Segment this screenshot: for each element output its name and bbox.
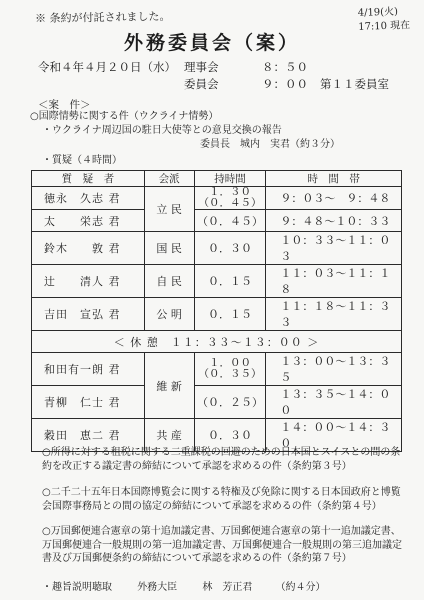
table-row [32, 298, 402, 331]
table-row [32, 210, 402, 232]
allotted-time-total: １．３０ [208, 186, 251, 198]
header-time-slot: 時 間 帯 [266, 171, 402, 187]
questioner-name: 青柳 仁士 君 [32, 386, 145, 419]
meeting-room: 第１１委員室 [320, 77, 389, 91]
treaty-item-4: ○二千二十五年日本国際博覧会に関する特権及び免除に関する日本国政府と博覧会国際事務局との間の協定の締結について承認を求めるの件（条約第４号） [42, 487, 401, 512]
qa-schedule-table [31, 170, 402, 452]
allotted-time: （０．４５） [194, 210, 266, 232]
allotted-time [194, 187, 266, 210]
time-slot: １１：１８～１１：３３ [266, 298, 402, 331]
table-row [32, 353, 402, 386]
header-party: 会派 [144, 171, 194, 187]
allotted-time-share: （０．４５） [198, 197, 262, 209]
committee-time: ９：００ [262, 77, 308, 91]
allotted-time: ０．３０ [194, 232, 266, 265]
allotted-time: ０．１５ [194, 265, 266, 298]
handwritten-time: 17:10 現在 [358, 20, 411, 33]
questioner-name: 辻 清人 君 [32, 265, 145, 298]
explanation-label: ・趣旨説明聴取 [42, 582, 112, 593]
handwritten-note: ※ 条約が付託されました。 [34, 9, 171, 26]
time-slot: １３：００～１３：３５ [266, 353, 402, 386]
table-header-row [32, 171, 402, 187]
allotted-time: ０．１５ [194, 298, 266, 331]
agenda-item-1-reporter: 委員長 城内 実君（約３分） [200, 139, 340, 150]
break-label: ＜ 休 憩 １１：３３～１３：００ ＞ [32, 331, 402, 353]
allotted-time: （０．２５） [194, 386, 266, 419]
treaty-item-3: ○所得に対する租税に関する二重課税の回避のための日本国とスイスとの間の条約を改正する議定書の締結について承認を求めるの件（条約第３号） [42, 447, 401, 472]
party: 国 民 [144, 232, 194, 265]
time-slot: ９：０３～ ９：４８ [266, 187, 402, 210]
questioner-name: 吉田 宣弘 君 [32, 298, 145, 331]
allotted-time-share: （０．３５） [198, 368, 262, 380]
questioner-name: 穀田 恵二 君 [32, 419, 145, 452]
allotted-time-total: １．００ [208, 357, 251, 369]
agenda-item-1-sub: ・ウクライナ周辺国の駐日大使等との意見交換の報告 [42, 125, 282, 136]
questioner-name: 鈴木 敦 君 [32, 232, 145, 265]
party: 立 民 [144, 187, 194, 232]
meeting-date: 令和４年４月２０日（水） [38, 60, 176, 74]
header-questioner: 質 疑 者 [32, 171, 145, 187]
time-slot: １３：３５～１４：００ [266, 386, 402, 419]
allotted-time: ０．３０ [194, 419, 266, 452]
committee-label: 委員会 [184, 77, 219, 91]
time-slot: １０：３３～１１：０３ [266, 232, 402, 265]
time-slot: ９：４８～１０：３３ [266, 210, 402, 232]
questioner-name: 和田有一朗 君 [32, 353, 145, 386]
break-row [32, 331, 402, 353]
questioner-name: 徳永 久志 君 [32, 187, 145, 210]
board-label: 理事会 [184, 60, 219, 74]
time-slot: １４：００～１４：３０ [266, 419, 402, 452]
qa-heading: ・質疑（４時間） [42, 155, 122, 166]
header-allotted-time: 持時間 [194, 171, 266, 187]
handwritten-date: 4/19(火) [357, 6, 399, 19]
table-row [32, 386, 402, 419]
allotted-time [194, 353, 266, 386]
table-row [32, 187, 402, 210]
questioner-name: 太 栄志 君 [32, 210, 145, 232]
meeting-schedule [38, 59, 389, 93]
explanation-duration: （約４分） [275, 582, 326, 593]
table-row [32, 232, 402, 265]
time-slot: １１：０３～１１：１８ [266, 265, 402, 298]
agenda-item-1: ○国際情勢に関する件（ウクライナ情勢） [30, 111, 219, 122]
board-time: ８：５０ [262, 60, 308, 74]
party: 共 産 [144, 419, 194, 452]
party: 公 明 [144, 298, 194, 331]
party: 維 新 [144, 353, 194, 419]
table-row [32, 265, 402, 298]
party: 自 民 [144, 265, 194, 298]
document-title: 外務委員会（案） [123, 32, 300, 54]
minister-title: 外務大臣 [137, 582, 178, 593]
treaty-item-7: ○万国郵便連合憲章の第十追加議定書、万国郵便連合憲章の第十一追加議定書、万国郵便連合一般規則の第一追加議定書、万国郵便連合一般規則の第三追加議定書及び万国郵便条約の締結について承認を求めるの件（条約第７号） [42, 526, 402, 564]
explanation-line [42, 578, 326, 593]
agenda-heading: ＜案 件＞ [38, 99, 91, 111]
minister-name: 林 芳正君 [202, 582, 253, 593]
